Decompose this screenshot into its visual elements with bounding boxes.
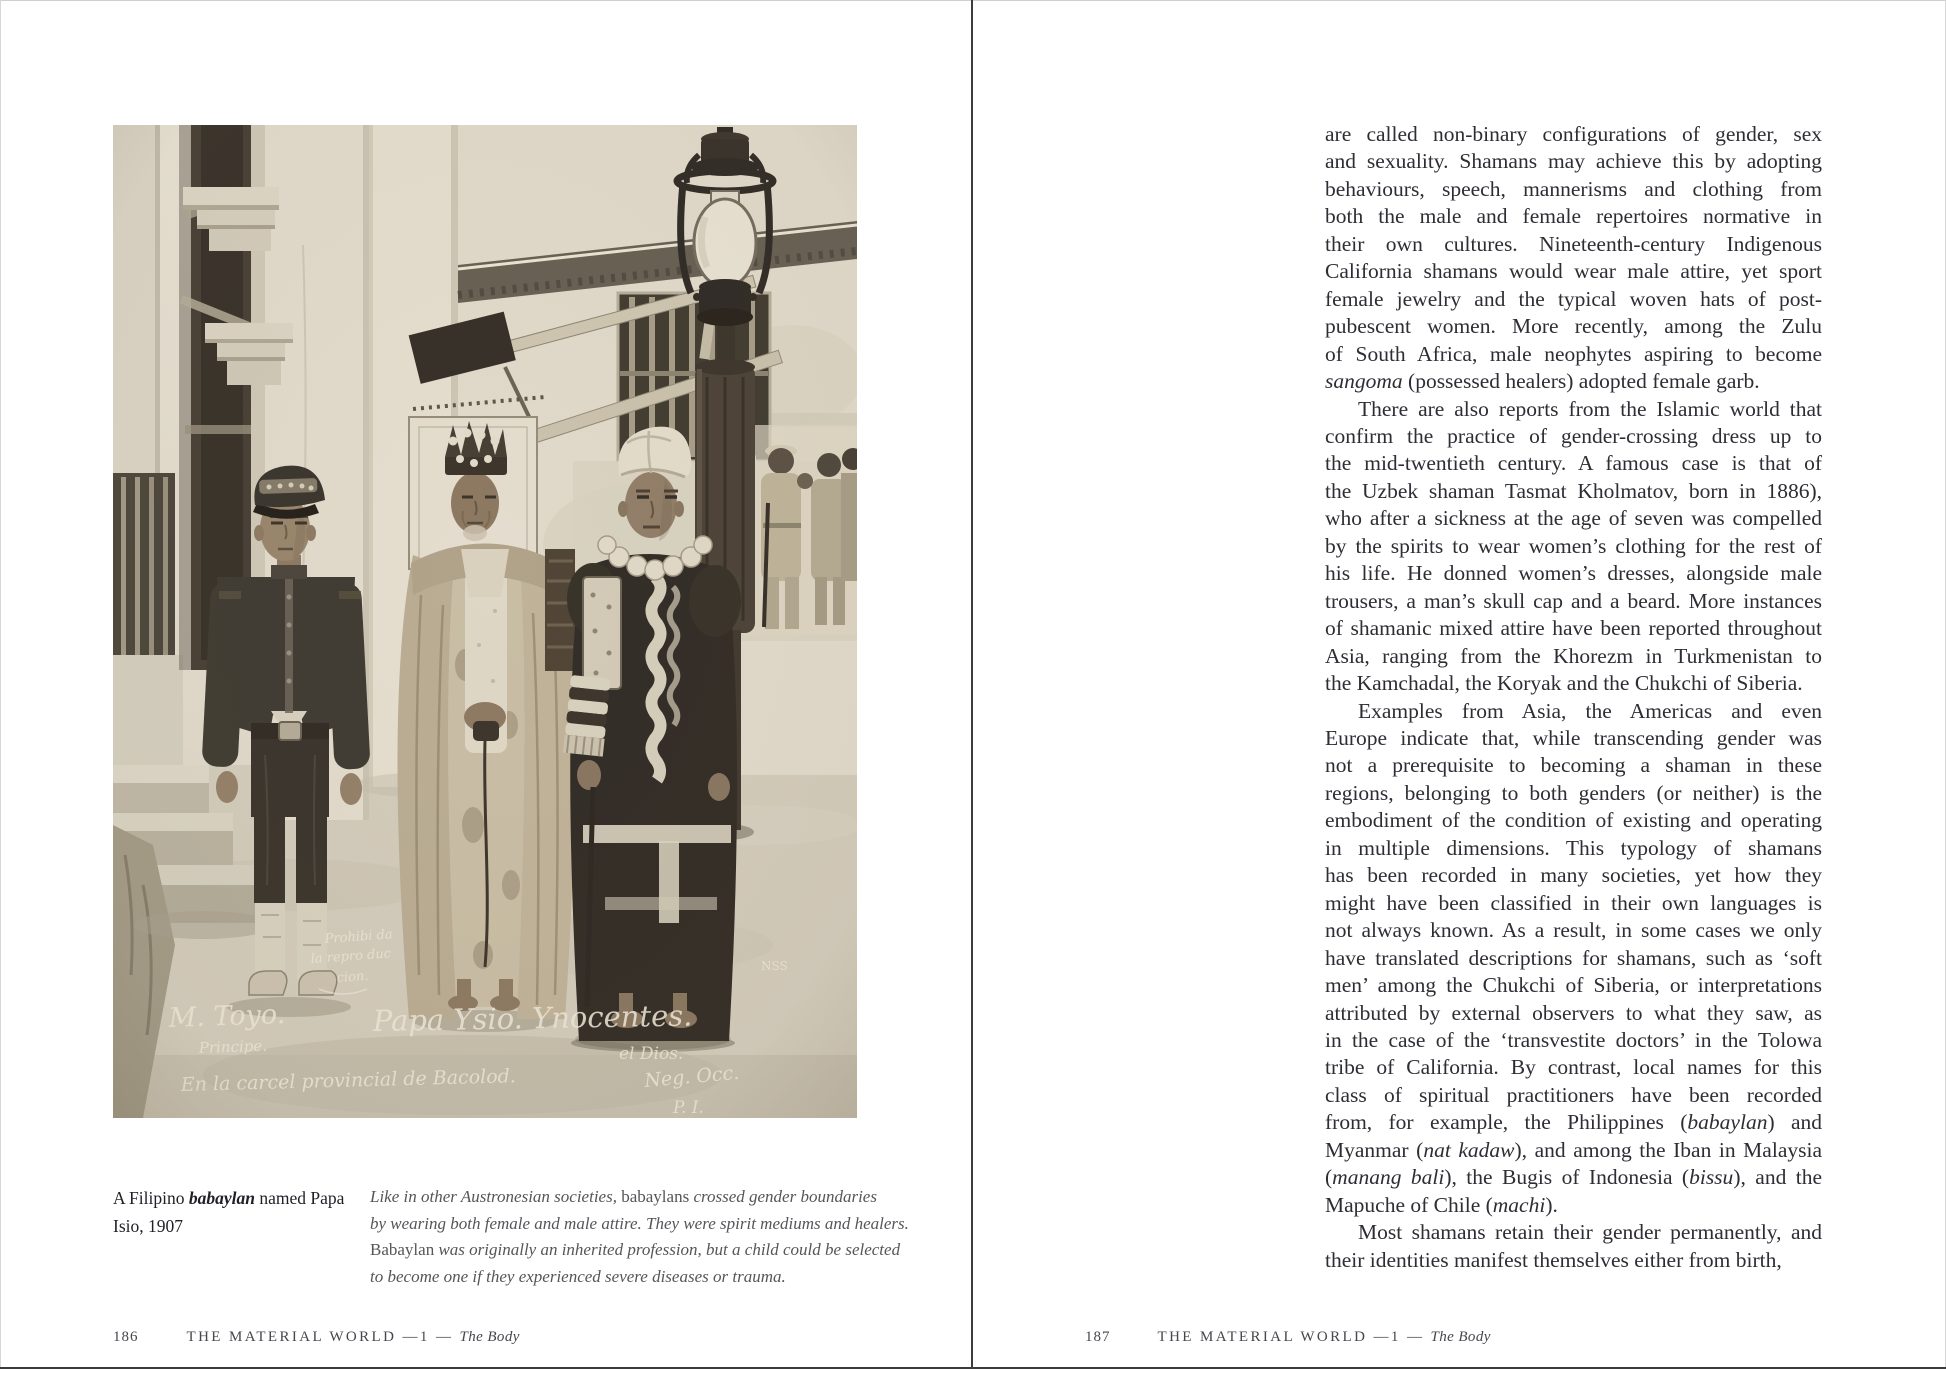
text-line: their own cultures. Nineteenth-century Indigenous <box>1325 231 1822 256</box>
page-number-right: 187 <box>1085 1329 1111 1345</box>
text-line: of shamanic mixed attire have been reported throughout <box>1325 616 1822 641</box>
text-line: who after a sickness at the age of seven was compelled <box>1325 506 1822 531</box>
running-title-right: THE MATERIAL WORLD —1 — The Body <box>1157 1329 1491 1345</box>
text-line: by the spirits to wear women’s clothing for the rest of <box>1325 533 1822 558</box>
text-line: has been recorded in many societies, yet how they <box>1325 863 1822 888</box>
page-number-left: 186 <box>113 1329 139 1345</box>
text-line: confirm the practice of gender-crossing dress up to <box>1325 423 1822 448</box>
text-line: trousers, a man’s skull cap and a beard. More instances <box>1325 588 1822 613</box>
text-line: (manang bali), the Bugis of Indonesia (bissu), and the <box>1325 1165 1823 1190</box>
text-line: class of spiritual practitioners have been recorded <box>1325 1082 1822 1107</box>
text-line: of South Africa, male neophytes aspiring to become <box>1325 341 1822 366</box>
footer-left <box>113 1329 520 1349</box>
text-line: his life. He donned women’s dresses, alongside male <box>1325 561 1822 586</box>
text-line: the Uzbek shaman Tasmat Kholmatov, born in 1886), <box>1325 478 1822 503</box>
text-line: A Filipino babaylan named Papa <box>113 1188 345 1208</box>
text-line: are called non-binary configurations of gender, sex <box>1325 122 1822 146</box>
text-line: in multiple dimensions. This typology of shamans <box>1325 835 1822 860</box>
photo-caption-body <box>370 1184 909 1290</box>
text-line: their identities manifest themselves either from birth, <box>1325 1247 1782 1272</box>
text-line: and sexuality. Shamans may achieve this by adopting <box>1325 149 1822 174</box>
text-line: Myanmar (nat kadaw), and among the Iban in Malaysia <box>1325 1137 1822 1162</box>
text-line: to become one if they experienced severe diseases or trauma. <box>370 1266 786 1286</box>
text-line: not always known. As a result, in some cases we only <box>1325 918 1822 943</box>
text-line: sangoma (possessed healers) adopted female garb. <box>1325 369 1760 394</box>
text-line: regions, belonging to both genders (or neither) is the <box>1325 780 1822 805</box>
text-line: by wearing both female and male attire. They were spirit mediums and healers. <box>370 1213 909 1233</box>
photo-caption-title <box>113 1184 378 1240</box>
text-line: have translated descriptions for shamans, such as ‘soft <box>1325 945 1822 970</box>
text-line: Asia, ranging from the Khorezm in Turkmenistan to <box>1325 643 1822 668</box>
text-line: Mapuche of Chile (machi). <box>1325 1192 1558 1217</box>
text-line: Babaylan was originally an inherited profession, but a child could be selected <box>370 1240 901 1259</box>
text-line: pubescent women. More recently, among the Zulu <box>1325 314 1822 339</box>
page-edge-bottom <box>0 1367 1946 1369</box>
body-text-column <box>1325 121 1822 1274</box>
text-line: female jewelry and the typical woven hats of post- <box>1325 286 1822 311</box>
text-line: Examples from Asia, the Americas and even <box>1358 698 1822 723</box>
text-line: Europe indicate that, while transcending gender was <box>1325 725 1822 750</box>
text-line: Isio, 1907 <box>113 1216 183 1236</box>
text-line: men’ among the Chukchi of Siberia, or interpretations <box>1325 973 1822 998</box>
page-edge-top <box>0 0 1946 1</box>
text-line: both the male and female repertoires normative in <box>1325 204 1822 229</box>
historical-photograph <box>113 125 857 1118</box>
page-edge-left <box>0 0 1 1369</box>
footer-right <box>1085 1329 1491 1349</box>
text-line: from, for example, the Philippines (babaylan) and <box>1325 1110 1823 1135</box>
text-line: tribe of California. By contrast, local names for this <box>1325 1055 1822 1080</box>
photograph-illustration <box>113 125 857 1118</box>
vignette-overlay <box>113 125 857 1118</box>
text-line: in the case of the ‘transvestite doctors’ in the Tolowa <box>1325 1027 1822 1052</box>
text-line: might have been classified in their own languages is <box>1325 890 1822 915</box>
text-line: the Kamchadal, the Koryak and the Chukchi of Siberia. <box>1325 671 1803 696</box>
text-line: attributed by external observers to what they saw, as <box>1325 1000 1822 1025</box>
text-line: the mid-twentieth century. A famous case is that of <box>1325 451 1822 476</box>
text-line: California shamans would wear male attire, yet sport <box>1325 259 1822 284</box>
text-line: embodiment of the condition of existing and operating <box>1325 808 1822 833</box>
running-title-left: THE MATERIAL WORLD —1 — The Body <box>186 1329 520 1345</box>
page-gutter-divider <box>971 0 973 1367</box>
text-line: There are also reports from the Islamic world that <box>1358 396 1822 421</box>
text-line: not a prerequisite to becoming a shaman in these <box>1325 753 1822 778</box>
text-line: Most shamans retain their gender permanently, and <box>1358 1220 1822 1245</box>
text-line: behaviours, speech, mannerisms and clothing from <box>1325 176 1822 201</box>
text-line: Like in other Austronesian societies, babaylans crossed gender boundaries <box>370 1187 877 1206</box>
